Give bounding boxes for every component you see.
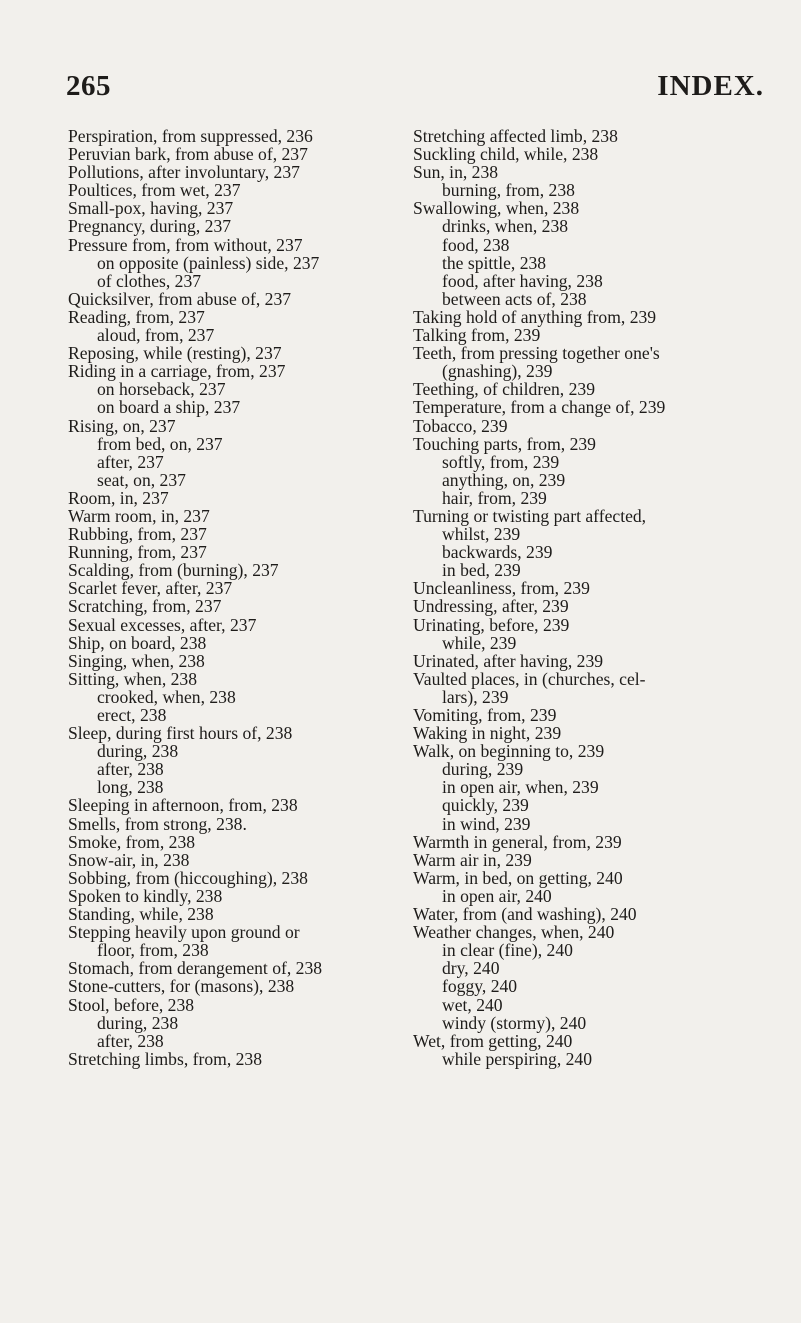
page-number: 265 bbox=[66, 70, 111, 102]
index-subentry: the spittle, 238 bbox=[442, 252, 547, 273]
index-entry: Sobbing, from (hiccoughing), 238 bbox=[68, 867, 308, 888]
index-entry: Teeth, from pressing together one's bbox=[413, 343, 660, 364]
index-entry: Reading, from, 237 bbox=[68, 306, 205, 327]
index-subentry: while, 239 bbox=[442, 632, 517, 653]
index-subentry: wet, 240 bbox=[442, 994, 503, 1015]
index-subentry: whilst, 239 bbox=[442, 524, 521, 545]
index-entry: Stretching affected limb, 238 bbox=[413, 126, 618, 146]
index-entry: Stepping heavily upon ground or bbox=[68, 922, 300, 943]
index-entry: Standing, while, 238 bbox=[68, 904, 214, 925]
index-entry: Room, in, 237 bbox=[68, 487, 169, 508]
index-entry: Uncleanliness, from, 239 bbox=[413, 578, 590, 599]
index-entry: Suckling child, while, 238 bbox=[413, 144, 599, 165]
index-subentry: aloud, from, 237 bbox=[97, 325, 215, 346]
index-entry: Warm, in bed, on getting, 240 bbox=[413, 867, 623, 888]
index-column-right bbox=[413, 127, 768, 1068]
index-entry: Warmth in general, from, 239 bbox=[413, 831, 622, 852]
running-head: INDEX. bbox=[657, 70, 764, 102]
index-subentry: windy (stormy), 240 bbox=[442, 1012, 587, 1033]
index-entry: Ship, on board, 238 bbox=[68, 632, 207, 653]
index-subentry: during, 239 bbox=[442, 759, 524, 780]
index-subentry: dry, 240 bbox=[442, 958, 500, 979]
index-subentry: in bed, 239 bbox=[442, 560, 521, 581]
index-entry: Perspiration, from suppressed, 236 bbox=[68, 126, 313, 146]
index-entry: Poultices, from wet, 237 bbox=[68, 180, 241, 201]
index-column-left bbox=[68, 127, 398, 1068]
index-entry: Teething, of children, 239 bbox=[413, 379, 595, 400]
index-subentry: of clothes, 237 bbox=[97, 270, 202, 291]
index-entry: Smells, from strong, 238. bbox=[68, 813, 247, 834]
index-subentry: from bed, on, 237 bbox=[97, 433, 223, 454]
index-subentry: in open air, 240 bbox=[442, 885, 552, 906]
index-subentry: after, 237 bbox=[97, 451, 164, 472]
index-subentry: in open air, when, 239 bbox=[442, 777, 599, 798]
index-entry: Swallowing, when, 238 bbox=[413, 198, 580, 219]
index-subentry: (gnashing), 239 bbox=[442, 361, 553, 382]
index-entry: Scratching, from, 237 bbox=[68, 596, 222, 617]
index-subentry: erect, 238 bbox=[97, 705, 167, 725]
index-entry: Snow-air, in, 238 bbox=[68, 849, 190, 870]
index-entry: Pressure from, from without, 237 bbox=[68, 234, 303, 255]
index-entry: Scalding, from (burning), 237 bbox=[68, 560, 279, 581]
index-subentry: long, 238 bbox=[97, 777, 164, 798]
index-subentry: during, 238 bbox=[97, 741, 179, 762]
index-entry: Walk, on beginning to, 239 bbox=[413, 741, 605, 762]
index-entry: Peruvian bark, from abuse of, 237 bbox=[68, 144, 308, 165]
index-subentry: in clear (fine), 240 bbox=[442, 940, 573, 961]
index-entry: Small-pox, having, 237 bbox=[68, 198, 234, 219]
index-entry: Vomiting, from, 239 bbox=[413, 705, 557, 725]
index-subentry: on opposite (painless) side, 237 bbox=[97, 252, 320, 273]
index-entry: Pregnancy, during, 237 bbox=[68, 216, 232, 237]
index-subentry: foggy, 240 bbox=[442, 976, 518, 997]
index-subentry: quickly, 239 bbox=[442, 795, 529, 816]
index-entry: Singing, when, 238 bbox=[68, 650, 205, 671]
page-header bbox=[66, 70, 764, 110]
index-subentry: anything, on, 239 bbox=[442, 469, 566, 490]
index-entry: Stool, before, 238 bbox=[68, 994, 195, 1015]
index-entry: Pollutions, after involuntary, 237 bbox=[68, 162, 300, 183]
index-subentry: lars), 239 bbox=[442, 686, 509, 707]
index-entry: Weather changes, when, 240 bbox=[413, 922, 615, 943]
index-entry: Turning or twisting part affected, bbox=[413, 505, 647, 526]
index-subentry: on board a ship, 237 bbox=[97, 397, 241, 418]
index-subentry: while perspiring, 240 bbox=[442, 1048, 593, 1069]
index-subentry: food, after having, 238 bbox=[442, 270, 603, 291]
index-entry: Rising, on, 237 bbox=[68, 415, 176, 436]
index-entry: Taking hold of anything from, 239 bbox=[413, 306, 657, 327]
index-subentry: during, 238 bbox=[97, 1012, 179, 1033]
index-entry: Rubbing, from, 237 bbox=[68, 524, 207, 545]
index-subentry: after, 238 bbox=[97, 1030, 164, 1051]
index-entry: Warm air in, 239 bbox=[413, 849, 532, 870]
index-entry: Smoke, from, 238 bbox=[68, 831, 196, 852]
index-subentry: burning, from, 238 bbox=[442, 180, 575, 201]
index-entry: Scarlet fever, after, 237 bbox=[68, 578, 233, 599]
index-entry: Waking in night, 239 bbox=[413, 723, 562, 744]
index-entry: Sitting, when, 238 bbox=[68, 668, 198, 689]
index-entry: Vaulted places, in (churches, cel- bbox=[413, 668, 646, 689]
index-subentry: on horseback, 237 bbox=[97, 379, 226, 400]
index-entry: Stretching limbs, from, 238 bbox=[68, 1048, 263, 1069]
index-entry: Stomach, from derangement of, 238 bbox=[68, 958, 323, 979]
index-entry: Riding in a carriage, from, 237 bbox=[68, 361, 286, 382]
index-entry: Sleep, during first hours of, 238 bbox=[68, 723, 293, 744]
index-entry: Quicksilver, from abuse of, 237 bbox=[68, 288, 292, 309]
index-subentry: in wind, 239 bbox=[442, 813, 531, 834]
index-subentry: hair, from, 239 bbox=[442, 487, 547, 508]
index-entry: Sun, in, 238 bbox=[413, 162, 499, 183]
index-entry: Running, from, 237 bbox=[68, 542, 207, 563]
index-entry: Undressing, after, 239 bbox=[413, 596, 569, 617]
index-subentry: floor, from, 238 bbox=[97, 940, 209, 961]
index-subentry: after, 238 bbox=[97, 759, 164, 780]
index-subentry: drinks, when, 238 bbox=[442, 216, 569, 237]
index-entry: Temperature, from a change of, 239 bbox=[413, 397, 666, 418]
index-entry: Spoken to kindly, 238 bbox=[68, 885, 223, 906]
index-entry: Reposing, while (resting), 237 bbox=[68, 343, 282, 364]
index-entry: Touching parts, from, 239 bbox=[413, 433, 596, 454]
index-entry: Talking from, 239 bbox=[413, 325, 541, 346]
index-entry: Urinating, before, 239 bbox=[413, 614, 570, 635]
index-subentry: crooked, when, 238 bbox=[97, 686, 236, 707]
index-entry: Warm room, in, 237 bbox=[68, 505, 210, 526]
index-entry: Wet, from getting, 240 bbox=[413, 1030, 573, 1051]
index-entry: Urinated, after having, 239 bbox=[413, 650, 604, 671]
index-entry: Sexual excesses, after, 237 bbox=[68, 614, 257, 635]
index-subentry: backwards, 239 bbox=[442, 542, 553, 563]
index-subentry: seat, on, 237 bbox=[97, 469, 186, 490]
index-subentry: between acts of, 238 bbox=[442, 288, 587, 309]
index-entry: Sleeping in afternoon, from, 238 bbox=[68, 795, 298, 816]
index-entry: Tobacco, 239 bbox=[413, 415, 508, 436]
index-entry: Water, from (and washing), 240 bbox=[413, 904, 637, 925]
index-entry: Stone-cutters, for (masons), 238 bbox=[68, 976, 295, 997]
index-subentry: food, 238 bbox=[442, 234, 510, 255]
index-subentry: softly, from, 239 bbox=[442, 451, 560, 472]
